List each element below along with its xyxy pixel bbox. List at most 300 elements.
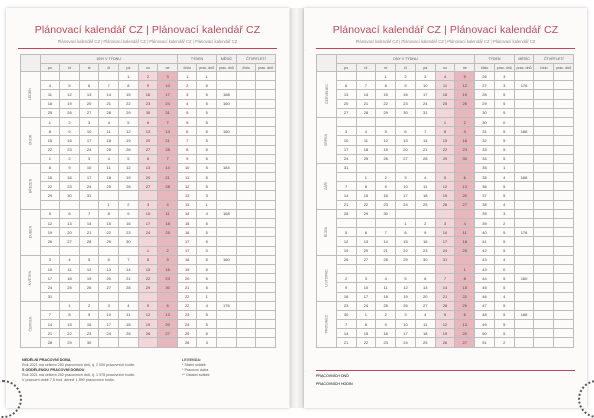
table-cell: 2 [177, 81, 197, 90]
table-cell: 5 [197, 145, 217, 154]
table-cell: 5 [197, 154, 217, 163]
month-label: ZÁŘÍ [324, 182, 329, 191]
page-subtitle-right: Plánovací kalendář CZ | Plánovací kalendář CZ | Plánovací kalendář CZ | Plánovací kalendář CZ [355, 39, 536, 44]
table-cell: 30 [60, 191, 80, 200]
table-cell: 16 [415, 237, 435, 246]
table-cell: 0 [197, 246, 217, 255]
table-cell [217, 237, 237, 246]
table-cell: 28 [356, 108, 376, 117]
table-cell: 12 [336, 237, 356, 246]
table-row [21, 200, 276, 209]
days-group-header: DNY V TÝDNU [336, 55, 474, 64]
table-cell: 5 [435, 310, 455, 319]
table-row [21, 338, 276, 347]
table-cell: 40 [475, 228, 495, 237]
table-row [317, 310, 574, 319]
legend-title: LEGENDA: [182, 358, 202, 362]
table-cell: 11 [376, 283, 396, 292]
table-cell: 1 [138, 246, 158, 255]
quarter-number-cell [236, 255, 256, 264]
table-cell: 27 [138, 182, 158, 191]
table-cell: 2 [376, 173, 396, 182]
quarter-number-cell [534, 145, 554, 154]
table-cell: 3 [40, 255, 60, 264]
table-cell: 6 [356, 228, 376, 237]
table-cell: 13 [138, 163, 158, 172]
table-cell: 10 [79, 127, 99, 136]
table-cell: 160 [514, 274, 534, 283]
table-cell [396, 117, 416, 126]
table-cell: 21 [435, 292, 455, 301]
table-cell: 28 [158, 182, 178, 191]
quarter-number-header: číslo [534, 64, 554, 72]
quarter-workdays-cell [256, 191, 276, 200]
table-cell [217, 292, 237, 301]
table-cell [514, 209, 534, 218]
table-cell: 11 [40, 90, 60, 99]
table-cell: 17 [40, 274, 60, 283]
table-cell: 15 [40, 136, 60, 145]
notes-heading-2: S ODDĚLENOU PRACOVNÍ DOBOU [22, 368, 85, 373]
table-cell: 13 [60, 219, 80, 228]
table-cell: 27 [415, 301, 435, 310]
table-cell: 8 [119, 81, 139, 90]
table-cell: 25 [455, 246, 475, 255]
table-cell: 51 [475, 338, 495, 347]
table-cell: 1 [455, 264, 475, 273]
quarter-number-cell [236, 154, 256, 163]
table-cell [217, 228, 237, 237]
table-cell: 9 [455, 127, 475, 136]
table-cell: 17 [356, 292, 376, 301]
quarter-workdays-cell [554, 163, 574, 172]
table-cell: 12 [455, 81, 475, 90]
quarter-workdays-cell [554, 209, 574, 218]
table-cell: 7 [435, 274, 455, 283]
table-cell: 21 [177, 283, 197, 292]
table-cell: 17 [415, 90, 435, 99]
table-cell: 23 [336, 301, 356, 310]
table-cell: 13 [99, 264, 119, 273]
table-cell: 10 [79, 163, 99, 172]
table-cell: 2 [119, 200, 139, 209]
table-cell: 5 [197, 283, 217, 292]
table-cell: 15 [138, 264, 158, 273]
table-row [21, 310, 276, 319]
table-cell: 22 [396, 246, 416, 255]
table-cell: 23 [455, 145, 475, 154]
table-cell: 28 [119, 283, 139, 292]
month-label: ÚNOR [28, 135, 33, 146]
table-cell [396, 209, 416, 218]
table-cell: 29 [40, 191, 60, 200]
table-cell: 3 [396, 173, 416, 182]
table-cell: 3 [99, 301, 119, 310]
table-cell: 23 [376, 338, 396, 347]
right-page [304, 8, 587, 408]
table-cell [514, 90, 534, 99]
table-cell: 5 [197, 90, 217, 99]
quarter-number-cell [236, 320, 256, 329]
table-cell: 1 [99, 200, 119, 209]
table-cell [514, 108, 534, 117]
table-cell [217, 117, 237, 126]
day-name-header: ne [455, 64, 475, 72]
table-cell: 14 [40, 320, 60, 329]
table-cell: 5 [396, 274, 416, 283]
table-cell: 7 [376, 228, 396, 237]
table-cell: 10 [356, 283, 376, 292]
table-cell: 29 [396, 255, 416, 264]
table-cell: 5 [494, 108, 514, 117]
table-cell: 6 [99, 255, 119, 264]
quarter-workdays-cell [554, 154, 574, 163]
table-cell: 13 [336, 90, 356, 99]
quarter-number-cell [534, 264, 554, 273]
table-cell: 26 [435, 338, 455, 347]
quarter-workdays-cell [256, 255, 276, 264]
table-row [21, 90, 276, 99]
table-cell: 7 [158, 117, 178, 126]
quarter-workdays-cell [256, 72, 276, 81]
quarter-workdays-cell [256, 173, 276, 182]
table-cell: 32 [475, 136, 495, 145]
table-cell: 9 [336, 283, 356, 292]
quarter-number-cell [534, 99, 554, 108]
quarter-workdays-cell [554, 338, 574, 347]
table-cell: 23 [376, 200, 396, 209]
day-name-header: st [376, 64, 396, 72]
quarter-workdays-cell [256, 320, 276, 329]
table-cell: 27 [79, 108, 99, 117]
table-cell: 9 [177, 154, 197, 163]
table-cell: 5 [197, 163, 217, 172]
quarter-workdays-cell [256, 310, 276, 319]
table-cell: 9 [79, 310, 99, 319]
table-cell [435, 264, 455, 273]
table-cell: 176 [514, 228, 534, 237]
table-cell: 5 [197, 108, 217, 117]
table-cell: 31 [415, 108, 435, 117]
table-cell: 22 [356, 200, 376, 209]
table-cell: 26 [376, 154, 396, 163]
table-cell: 11 [158, 209, 178, 218]
table-cell: 13 [79, 90, 99, 99]
table-cell: 5 [494, 237, 514, 246]
quarter-header: ČTVRTLETÍ [236, 55, 275, 64]
table-cell: 16 [158, 264, 178, 273]
table-cell: 12 [79, 264, 99, 273]
quarter-workdays-cell [554, 237, 574, 246]
table-cell: 5 [197, 274, 217, 283]
table-row [21, 209, 276, 218]
quarter-number-cell [534, 283, 554, 292]
table-cell: 5 [197, 237, 217, 246]
table-cell: 22 [435, 145, 455, 154]
table-cell: 5 [177, 117, 197, 126]
table-row [317, 209, 574, 218]
table-cell: 5 [197, 228, 217, 237]
table-cell: 24 [99, 329, 119, 338]
table-cell [119, 246, 139, 255]
table-cell: 18 [119, 320, 139, 329]
table-cell: 3 [197, 338, 217, 347]
table-cell: 50 [475, 329, 495, 338]
table-row [21, 320, 276, 329]
table-cell: 15 [356, 329, 376, 338]
table-cell: 37 [475, 191, 495, 200]
table-cell: 23 [60, 145, 80, 154]
quarter-number-cell [534, 301, 554, 310]
table-cell: 6 [138, 154, 158, 163]
month-label: LEDEN [28, 88, 33, 101]
quarter-number-cell [236, 163, 256, 172]
table-cell: 10 [138, 209, 158, 218]
quarter-workdays-cell [554, 219, 574, 228]
table-cell: 15 [376, 90, 396, 99]
footer-label-days: PRACOVNÍCH DNŮ [316, 374, 349, 378]
table-cell: 5 [197, 81, 217, 90]
quarter-number-cell [534, 154, 554, 163]
month-label-cell [317, 163, 337, 209]
table-cell: 5 [494, 246, 514, 255]
table-cell: 4 [356, 127, 376, 136]
quarter-workdays-cell [256, 301, 276, 310]
table-cell: 13 [396, 136, 416, 145]
table-cell: 28 [40, 338, 60, 347]
table-cell [336, 117, 356, 126]
table-cell: 7 [40, 310, 60, 319]
table-cell: 5 [494, 154, 514, 163]
quarter-number-cell [534, 292, 554, 301]
table-cell: 1 [356, 310, 376, 319]
table-row [21, 108, 276, 117]
quarter-workdays-cell [256, 127, 276, 136]
left-page [6, 8, 289, 408]
table-cell: 6 [138, 117, 158, 126]
table-row [21, 81, 276, 90]
quarter-number-cell [534, 338, 554, 347]
table-cell: 24 [356, 301, 376, 310]
table-row [317, 145, 574, 154]
table-cell: 16 [177, 228, 197, 237]
table-cell: 4 [376, 274, 396, 283]
table-cell: 28 [376, 255, 396, 264]
notes-heading-1: NEDĚLNÍ PRACOVNÍ DOBA [22, 358, 71, 362]
legend-item-3: ** Ostatní svátek [182, 373, 210, 378]
quarter-number-cell [534, 274, 554, 283]
quarter-workdays-cell [554, 274, 574, 283]
table-cell: 30 [336, 310, 356, 319]
table-cell: 16 [376, 329, 396, 338]
month-label-cell [21, 72, 41, 118]
quarter-number-cell [236, 99, 256, 108]
table-cell [514, 329, 534, 338]
quarter-number-cell [236, 274, 256, 283]
day-name-header: po [40, 64, 60, 72]
table-cell: 1 [356, 173, 376, 182]
table-cell: 23 [158, 274, 178, 283]
table-cell: 25 [415, 338, 435, 347]
table-cell: 20 [396, 145, 416, 154]
quarter-number-cell [236, 301, 256, 310]
quarter-number-cell [236, 173, 256, 182]
table-cell: 10 [336, 136, 356, 145]
table-cell: 2 [494, 338, 514, 347]
notes-text-1: Rok 2021 má celkem 250 pracovních dnů, tj. 2 000 pracovních hodin. [22, 363, 136, 368]
table-cell [217, 283, 237, 292]
table-cell: 11 [415, 320, 435, 329]
quarter-number-cell [534, 191, 554, 200]
quarter-workdays-cell [256, 99, 276, 108]
table-cell: 1 [494, 163, 514, 172]
table-cell: 30 [158, 283, 178, 292]
table-cell: 15 [396, 237, 416, 246]
table-cell: 23 [79, 329, 99, 338]
table-cell: 5 [494, 329, 514, 338]
table-cell: 19 [119, 136, 139, 145]
table-cell: 22 [138, 274, 158, 283]
table-cell [217, 200, 237, 209]
quarter-number-cell [236, 108, 256, 117]
quarter-number-cell [534, 310, 554, 319]
table-cell: 14 [119, 264, 139, 273]
table-cell: 17 [435, 237, 455, 246]
table-cell [376, 117, 396, 126]
table-cell [217, 264, 237, 273]
table-cell: 17 [79, 136, 99, 145]
table-cell: 30 [119, 237, 139, 246]
table-cell: 4 [435, 72, 455, 81]
table-cell: 38 [475, 200, 495, 209]
table-cell [99, 72, 119, 81]
table-cell: 3 [138, 200, 158, 209]
table-cell: 16 [119, 219, 139, 228]
table-cell: 20 [79, 99, 99, 108]
quarter-number-cell [534, 320, 554, 329]
table-row [21, 246, 276, 255]
table-cell: 20 [356, 246, 376, 255]
table-cell: 24 [158, 99, 178, 108]
table-cell: 5 [119, 154, 139, 163]
quarter-number-cell [534, 136, 554, 145]
quarter-number-cell [534, 219, 554, 228]
quarter-number-cell [236, 228, 256, 237]
table-cell: 22 [177, 292, 197, 301]
table-cell: 8 [356, 182, 376, 191]
table-cell: 168 [217, 90, 237, 99]
table-cell: 7 [79, 209, 99, 218]
table-cell: 20 [415, 292, 435, 301]
month-workdays-header: prac. dnů [217, 64, 237, 72]
table-cell [40, 301, 60, 310]
day-name-header: čt [99, 64, 119, 72]
table-cell: 30 [475, 117, 495, 126]
page-subtitle: Plánovací kalendář CZ | Plánovací kalendář CZ | Plánovací kalendář CZ | Plánovací kalendář CZ [57, 39, 238, 44]
table-cell [336, 72, 356, 81]
quarter-workdays-cell [256, 108, 276, 117]
table-cell [514, 200, 534, 209]
table-cell: 28 [435, 301, 455, 310]
book-gutter [290, 8, 304, 408]
table-cell [217, 136, 237, 145]
table-cell: 19 [138, 320, 158, 329]
quarter-workdays-cell [256, 246, 276, 255]
table-cell [514, 191, 534, 200]
table-cell [217, 191, 237, 200]
table-cell: 22 [356, 338, 376, 347]
table-cell: 5 [494, 99, 514, 108]
table-cell [40, 246, 60, 255]
table-row [21, 154, 276, 163]
calendar-table-right [316, 54, 574, 348]
quarter-workdays-header: prac. dnů [256, 64, 276, 72]
quarter-number-cell [534, 163, 554, 172]
table-cell: 25 [60, 283, 80, 292]
quarter-workdays-cell [554, 292, 574, 301]
table-cell: 7 [119, 255, 139, 264]
table-cell: 15 [455, 283, 475, 292]
table-row [21, 145, 276, 154]
table-cell [336, 219, 356, 228]
table-cell: 28 [99, 108, 119, 117]
table-cell: 26 [455, 99, 475, 108]
quarter-number-cell [236, 310, 256, 319]
table-cell [356, 219, 376, 228]
table-row [317, 173, 574, 182]
table-cell [138, 292, 158, 301]
table-cell: 8 [455, 274, 475, 283]
table-cell: 1 [197, 72, 217, 81]
table-cell: 7 [415, 127, 435, 136]
table-cell [455, 163, 475, 172]
table-cell: 2 [158, 246, 178, 255]
table-cell [514, 117, 534, 126]
table-cell: 14 [376, 237, 396, 246]
table-cell: 16 [79, 320, 99, 329]
quarter-workdays-cell [256, 200, 276, 209]
table-cell: 24 [336, 154, 356, 163]
table-cell: 27 [60, 237, 80, 246]
table-row [21, 237, 276, 246]
table-cell: 26 [119, 182, 139, 191]
table-row [317, 228, 574, 237]
table-cell: 14 [158, 163, 178, 172]
table-cell [514, 136, 534, 145]
table-cell: 1 [177, 72, 197, 81]
day-name-header: pá [415, 64, 435, 72]
table-cell [514, 163, 534, 172]
quarter-workdays-cell [256, 117, 276, 126]
table-cell [415, 264, 435, 273]
week-workdays-header: prac. dnů [197, 64, 217, 72]
table-cell: 5 [494, 182, 514, 191]
table-cell: 26 [396, 301, 416, 310]
table-cell: 5 [494, 191, 514, 200]
table-cell: 30 [415, 255, 435, 264]
table-cell [217, 173, 237, 182]
table-cell: 18 [40, 99, 60, 108]
notes-text-2: Rok 2021 má celkem 252 pracovních dnů, tj. 1 975 pracovních hodin. [22, 373, 136, 378]
table-cell: 1 [396, 219, 416, 228]
table-cell: 8 [177, 145, 197, 154]
table-cell: 5 [455, 72, 475, 81]
table-cell: 10 [158, 81, 178, 90]
table-cell: 12 [435, 182, 455, 191]
table-cell: 6 [455, 310, 475, 319]
table-cell: 31 [475, 127, 495, 136]
month-label-cell [317, 117, 337, 163]
